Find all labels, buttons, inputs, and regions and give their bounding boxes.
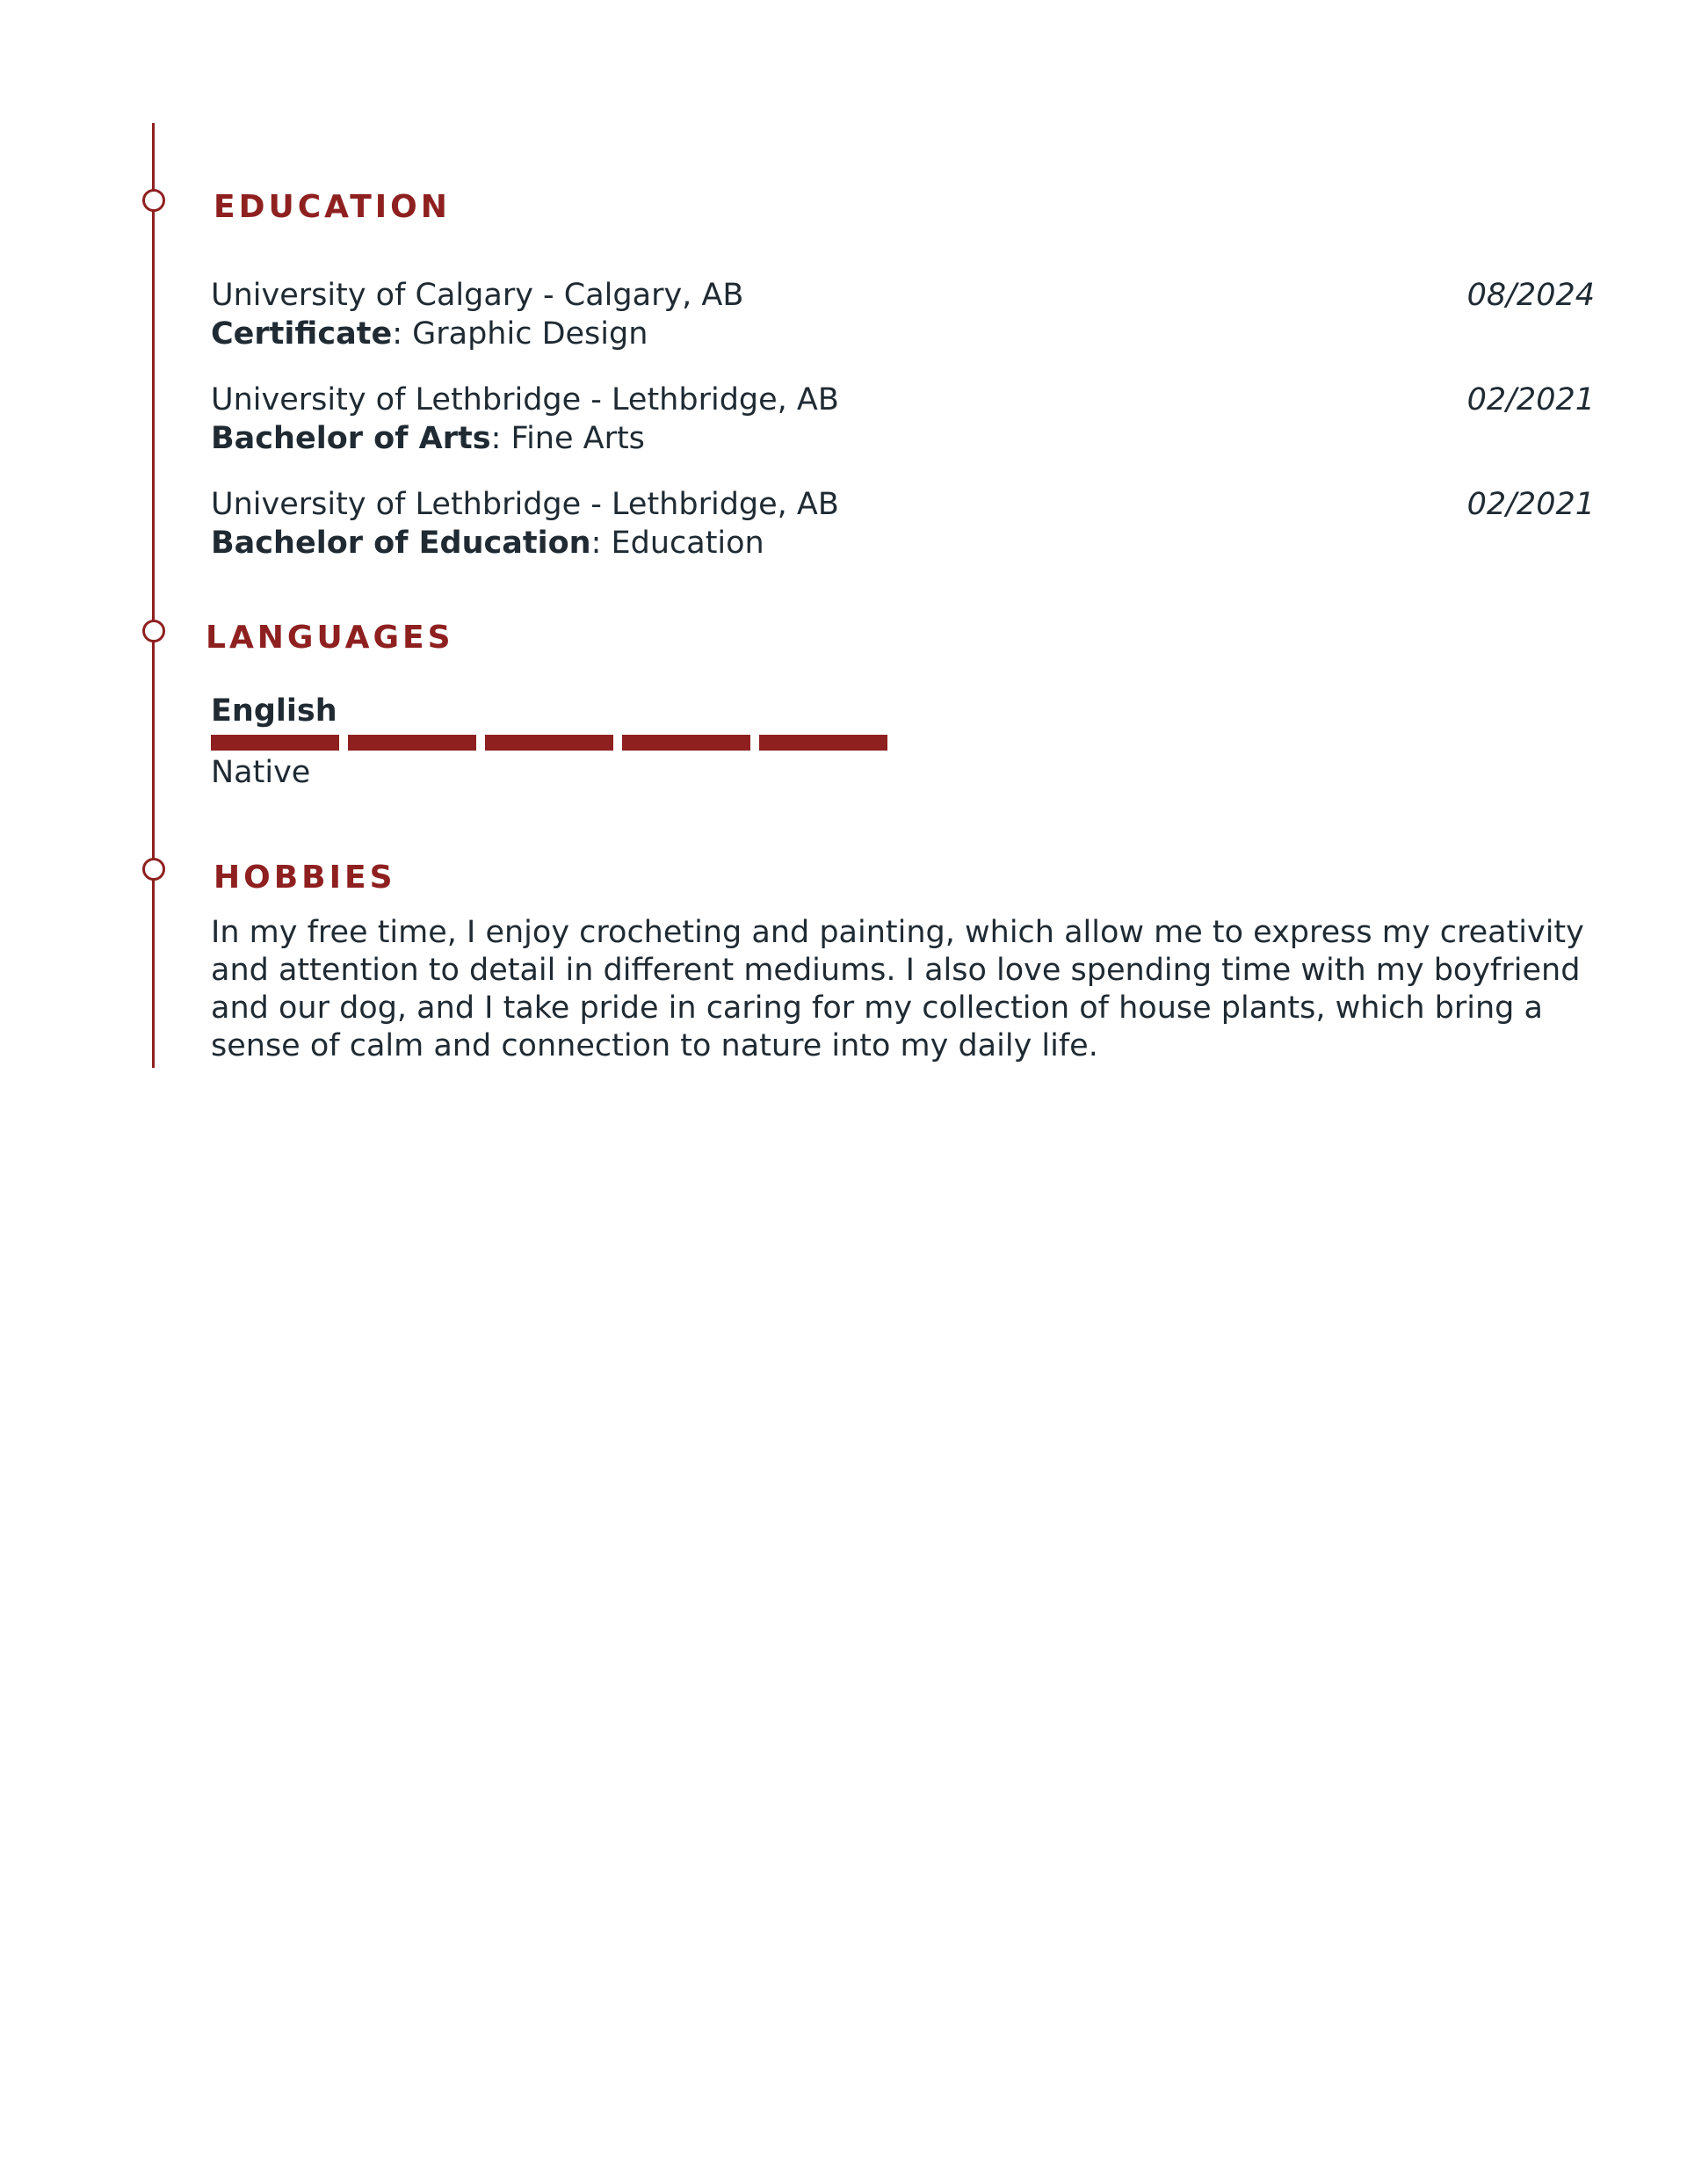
education-entry bbox=[211, 485, 1595, 562]
section-heading-hobbies: HOBBIES bbox=[214, 860, 396, 896]
language-rating-bar bbox=[211, 735, 887, 751]
language-rating-segment bbox=[759, 735, 887, 751]
education-degree: Bachelor of Education bbox=[211, 526, 591, 561]
language-level: Native bbox=[211, 755, 311, 790]
language-rating-segment bbox=[622, 735, 750, 751]
language-rating-segment bbox=[485, 735, 613, 751]
education-degree: Bachelor of Arts bbox=[211, 421, 491, 456]
section-heading-education: EDUCATION bbox=[214, 189, 451, 225]
language-rating-segment bbox=[211, 735, 339, 751]
language-name: English bbox=[211, 693, 337, 729]
language-rating-segment bbox=[348, 735, 476, 751]
education-degree-line bbox=[211, 315, 1595, 353]
education-field: : Education bbox=[590, 526, 764, 561]
education-school: University of Lethbridge - Lethbridge, AB bbox=[211, 487, 839, 522]
timeline-line bbox=[152, 123, 155, 1068]
education-degree-line bbox=[211, 419, 1595, 458]
education-date: 02/2021 bbox=[1466, 487, 1595, 522]
timeline-dot-education bbox=[142, 189, 165, 212]
education-field: : Fine Arts bbox=[490, 421, 645, 456]
education-degree-line bbox=[211, 524, 1595, 562]
timeline-dot-languages bbox=[142, 620, 165, 642]
education-date: 08/2024 bbox=[1466, 278, 1595, 313]
section-heading-languages: LANGUAGES bbox=[206, 620, 454, 656]
education-degree: Certificate bbox=[211, 316, 393, 352]
education-field: : Graphic Design bbox=[392, 316, 648, 352]
timeline-dot-hobbies bbox=[142, 858, 165, 881]
education-entry bbox=[211, 276, 1595, 353]
hobbies-text: In my free time, I enjoy crocheting and painting, which allow me to express my creativity and attention to detail in different mediums. I also love spending time with my boyfriend and our dog, and I take pride in caring for my collection of house plants, which bring a sense of calm and connection to nature into my daily life. bbox=[211, 915, 1584, 1063]
education-school: University of Calgary - Calgary, AB bbox=[211, 278, 744, 313]
education-date: 02/2021 bbox=[1466, 382, 1595, 417]
education-entry bbox=[211, 381, 1595, 458]
education-school: University of Lethbridge - Lethbridge, AB bbox=[211, 382, 839, 417]
